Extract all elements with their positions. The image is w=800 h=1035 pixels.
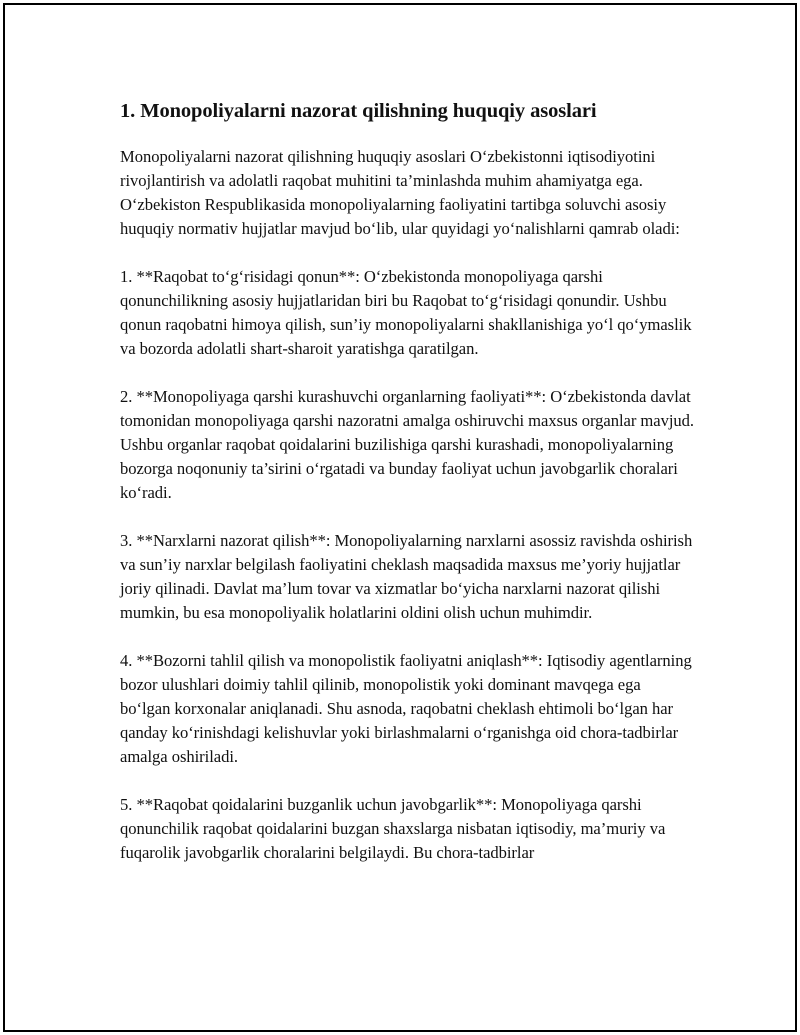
page-frame — [3, 3, 797, 1032]
paragraph-4: 4. **Bozorni tahlil qilish va monopolistik faoliyatni aniqlash**: Iqtisodiy agentlarning bozor ulushlari doimiy tahlil qilinib, monopolistik yoki dominant mavqega ega bo‘lgan korxonalar aniqlanadi. Shu asnoda, raqobatni cheklash ehtimoli bo‘lgan har qanday ko‘rinishdagi kelishuvlar yoki birlashmalarni o‘rganishga oid chora-tadbirlar amalga oshiriladi. — [120, 651, 692, 766]
paragraph-3: 3. **Narxlarni nazorat qilish**: Monopoliyalarning narxlarni asossiz ravishda oshirish va sun’iy narxlar belgilash faoliyatini cheklash maqsadida maxsus me’yoriy hujjatlar joriy qilinadi. Davlat ma’lum tovar va xizmatlar bo‘yicha narxlarni nazorat qilishi mumkin, bu esa monopoliyalik holatlarini oldini olish uchun muhimdir. — [120, 531, 693, 622]
paragraph-2: 2. **Monopoliyaga qarshi kurashuvchi organlarning faoliyati**: O‘zbekistonda davlat tomonidan monopoliyaga qarshi nazoratni amalga oshiruvchi maxsus organlar mavjud. Ushbu organlar raqobat qoidalarini buzilishiga qarshi kurashadi, monopoliyalarning bozorga noqonuniy ta’sirini o‘rgatadi va bunday faoliyat uchun javobgarlik choralari ko‘radi. — [120, 387, 694, 502]
document-title: 1. Monopoliyalarni nazorat qilishning huquqiy asoslari — [120, 100, 597, 122]
document-body — [120, 97, 695, 889]
paragraph-1: 1. **Raqobat to‘g‘risidagi qonun**: O‘zbekistonda monopoliyaga qarshi qonunchilikning asosiy hujjatlaridan biri bu Raqobat to‘g‘risidagi qonundir. Ushbu qonun raqobatni himoya qilish, sun’iy monopoliyalarni shakllanishiga yo‘l qo‘ymaslik va bozorda adolatli shart-sharoit yaratishga qaratilgan. — [120, 267, 692, 358]
paragraph-5: 5. **Raqobat qoidalarini buzganlik uchun javobgarlik**: Monopoliyaga qarshi qonunchilik raqobat qoidalarini buzgan shaxslarga nisbatan iqtisodiy, ma’muriy va fuqarolik javobgarlik choralarini belgilaydi. Bu chora-tadbirlar — [120, 795, 666, 862]
intro-paragraph: Monopoliyalarni nazorat qilishning huquqiy asoslari O‘zbekistonni iqtisodiyotini rivojlantirish va adolatli raqobat muhitini ta’minlashda muhim ahamiyatga ega. O‘zbekiston Respublikasida monopoliyalarning faoliyatini tartibga soluvchi asosiy huquqiy normativ hujjatlar mavjud bo‘lib, ular quyidagi yo‘nalishlarni qamrab oladi: — [120, 147, 680, 238]
